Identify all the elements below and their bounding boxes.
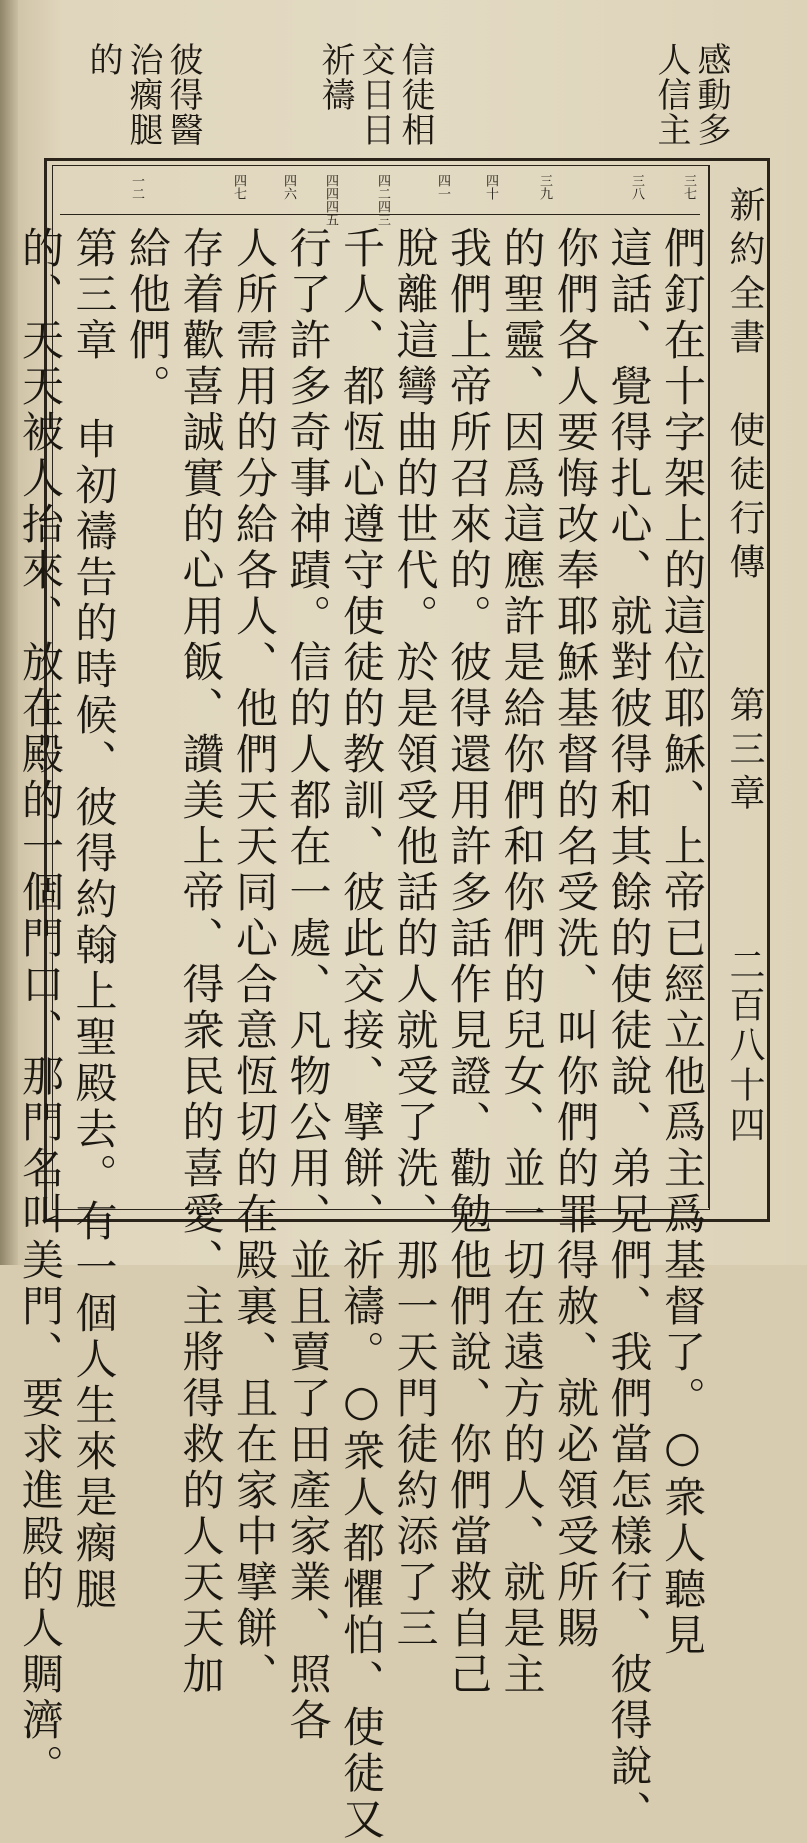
text-column: 的聖靈、因爲這應許是給你們和你們的兒女、並一切在遠方的人、就是主 (497, 226, 547, 1698)
text-column: 千人、都恆心遵守使徒的教訓、彼此交接、擘餅、祈禱。○衆人都懼怕、使徒又 (337, 226, 386, 1843)
verse-index-number: 一二 (129, 174, 144, 200)
text-column: 存着歡喜誠實的心用飯、讚美上帝、得衆民的喜愛、主將得救的人天天加 (176, 226, 226, 1698)
headnote-2-line-2: 交日日 (355, 42, 395, 147)
text-column: 人所需用的分給各人、他們天天同心合意恆切的在殿裏、且在家中擘餅、 (230, 226, 279, 1698)
headnote-3-line-3: 的 (83, 42, 123, 77)
text-column: 行了許多奇事神蹟。信的人都在一處、凡物公用、並且賣了田產家業、照各 (283, 226, 333, 1744)
verse-index-number: 四六 (281, 174, 296, 200)
page-number: 二百八十四 (724, 946, 765, 1146)
headnote-1 (652, 42, 730, 147)
headnote-3 (84, 42, 202, 147)
chapter-heading-column: 第三章 申初禱告的時候、彼得約翰上聖殿去。有一個人生來是瘸腿 (69, 226, 119, 1613)
verse-index-number: 四四四五 (323, 174, 338, 226)
verse-index-number: 四十 (483, 174, 498, 200)
headnote-1-line-1: 感動多 (691, 42, 731, 147)
text-column: 的、天天被人抬來、放在殿的一個門口、那門名叫美門、要求進殿的人賙濟。 (16, 226, 65, 1790)
text-column: 我們上帝所召來的。彼得還用許多話作見證、勸勉他們說、你們當救自己 (444, 226, 493, 1698)
headnote-3-line-2: 治瘸腿 (123, 42, 163, 147)
headnote-3-line-1: 彼得醫 (163, 42, 203, 147)
text-column: 脫離這彎曲的世代。於是領受他話的人就受了洗、那一天門徒約添了三 (390, 226, 440, 1652)
text-column: 們釘在十字架上的這位耶穌、上帝已經立他爲主爲基督了。○衆人聽見 (658, 226, 707, 1659)
scripture-text (16, 226, 707, 1843)
headnote-2-line-1: 信徒相 (395, 42, 435, 147)
chapter-label: 第三章 (724, 686, 765, 818)
text-column: 你們各人要悔改奉耶穌基督的名受洗、叫你們的罪得赦、就必領受所賜 (551, 226, 600, 1652)
header-column-rule (708, 165, 709, 1208)
headnote-2-line-3: 祈禱 (315, 42, 355, 112)
verse-index-number: 四二四三 (375, 174, 390, 226)
verse-index-number: 三七 (681, 174, 696, 200)
book-title: 新約全書 使徒行傳 (724, 186, 765, 587)
verse-index-number: 四七 (231, 174, 246, 200)
verse-index-number: 三八 (629, 174, 644, 200)
text-column: 給他們。 (123, 226, 172, 410)
text-column: 這話、覺得扎心、就對彼得和其餘的使徒說、弟兄們、我們當怎樣行、彼得說、 (604, 226, 654, 1836)
verse-index-number: 三九 (537, 174, 552, 200)
running-header (718, 186, 768, 1186)
headnote-2 (316, 42, 434, 147)
verse-index-number: 四一 (435, 174, 450, 200)
headnote-1-line-2: 人信主 (651, 42, 691, 147)
